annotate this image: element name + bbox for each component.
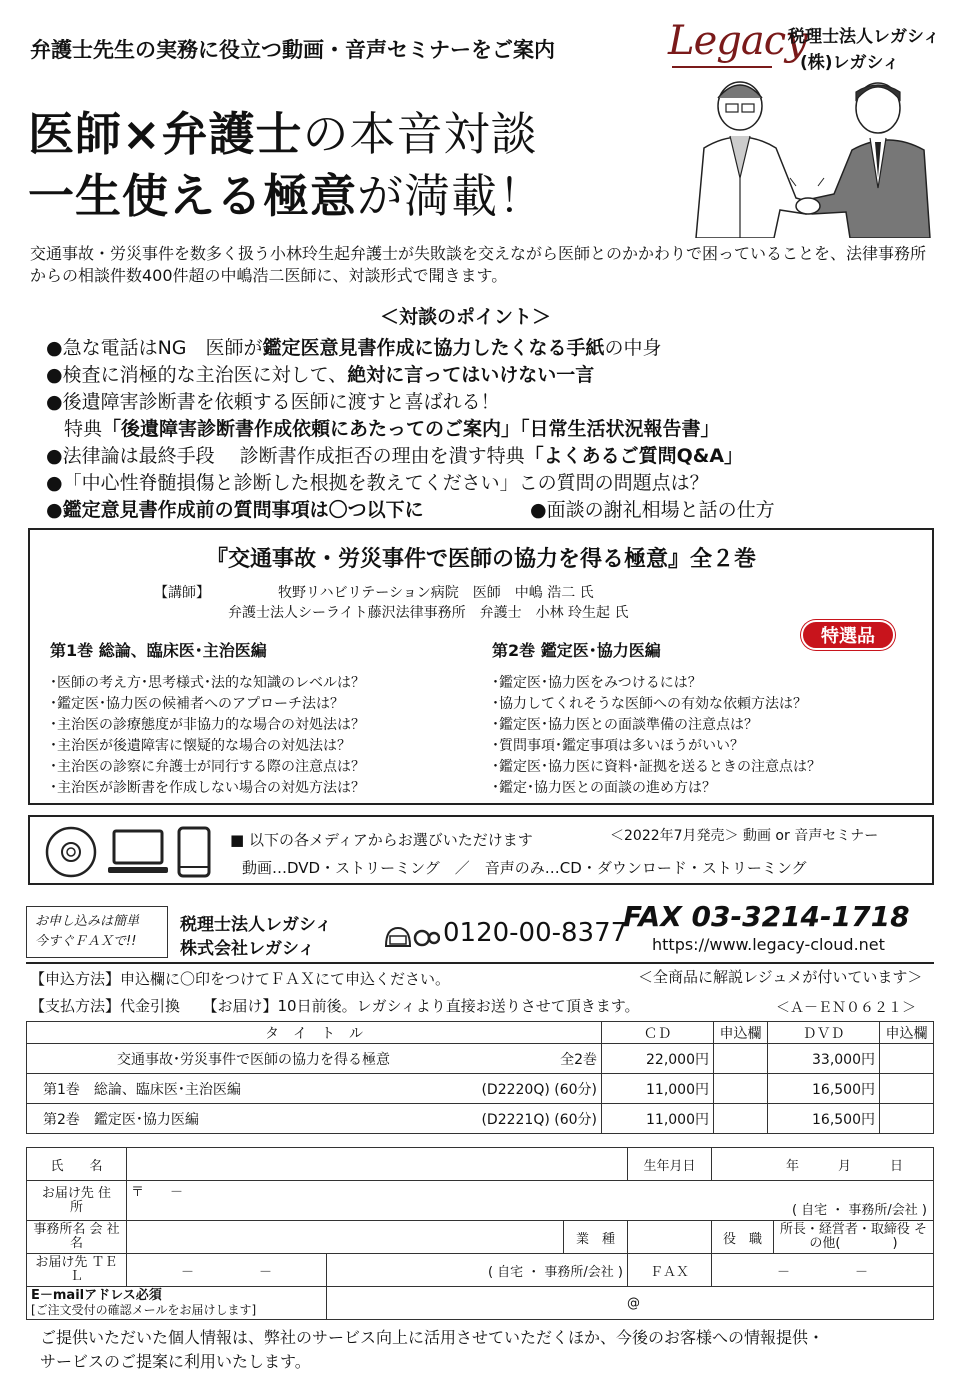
company-1: 税理士法人レガシィ — [180, 915, 332, 935]
fax-field[interactable]: － － — [712, 1254, 934, 1287]
point-4b: 「後遺障害診断書作成依頼にあたってのご案内」「日常生活状況報告書」 — [102, 418, 720, 440]
form-row-tel — [27, 1254, 934, 1287]
label-fax: ＦＡＸ — [628, 1254, 712, 1287]
birth-field[interactable]: 年 月 日 — [712, 1148, 934, 1181]
header-tagline: 弁護士先生の実務に役立つ動画・音声セミナーをご案内 — [30, 38, 555, 62]
vol1-item: ･医師の考え方･思考様式･法的な知識のレベルは？ — [50, 675, 365, 691]
order-dvd-checkbox[interactable] — [880, 1044, 934, 1074]
email-note: [ご注文受付の確認メールをお届けします] — [31, 1303, 257, 1317]
postal-mark: 〒 － — [131, 1185, 184, 1200]
point-2 — [46, 360, 594, 387]
point-7 — [46, 495, 424, 522]
vol2-item: ･質問事項･鑑定事項は多いほうがいい？ — [492, 738, 744, 754]
divider — [26, 962, 934, 964]
privacy-line1: ご提供いただいた個人情報は、弊社のサービス向上に活用させていただくほか、今後のお客様への情報提供・ — [40, 1328, 825, 1347]
order-cd-checkbox[interactable] — [714, 1074, 768, 1104]
point-4a: 特典 — [64, 418, 103, 440]
order-dvd-price: 33,000円 — [768, 1044, 880, 1074]
order-dvd-price: 16,500円 — [768, 1074, 880, 1104]
apply-box — [26, 906, 168, 958]
label-tel: お届け先 ＴＥＬ — [27, 1254, 127, 1287]
name-field[interactable] — [127, 1148, 628, 1181]
order-cd-price: 22,000円 — [602, 1044, 714, 1074]
freedial-icon — [384, 922, 440, 950]
email-field[interactable] — [327, 1287, 934, 1320]
point-4 — [64, 414, 720, 441]
at-mark: @ — [627, 1295, 640, 1311]
customer-form — [26, 1147, 934, 1320]
laptop-icon — [106, 827, 170, 877]
point-2a: ●検査に消極的な主治医に対して、 — [46, 364, 348, 386]
label-birth: 生年月日 — [628, 1148, 712, 1181]
corp-name-1: 税理士法人レガシィ — [788, 27, 940, 47]
media-box — [28, 815, 934, 885]
vol1-item: ･主治医が診断書を作成しない場合の対処方法は？ — [50, 780, 365, 796]
vol2-item: ･鑑定医･協力医との面談準備の注意点は？ — [492, 717, 758, 733]
product-title: 『交通事故・労災事件で医師の協力を得る極意』全２巻 — [205, 547, 756, 572]
order-header-dvd-check: 申込欄 — [880, 1022, 934, 1044]
apply-method: 【申込方法】申込欄に〇印をつけてＦＡＸにて申込ください。 — [30, 970, 451, 988]
point-7b: ●面談の謝礼相場と話の仕方 — [530, 499, 775, 521]
form-row-office — [27, 1221, 934, 1254]
privacy-line2: サービスのご提案に利用いたします。 — [40, 1352, 311, 1371]
vol1-item: ･主治医の診療態度が非協力的な場合の対処法は？ — [50, 717, 365, 733]
point-3: ●後遺障害診断書を依頼する医師に渡すと喜ばれる！ — [46, 391, 500, 413]
tel-field[interactable]: － － — [127, 1254, 327, 1287]
label-email: E－mailアドレス必須 — [31, 1288, 162, 1303]
order-header-cd-check: 申込欄 — [714, 1022, 768, 1044]
point-1c: の中身 — [604, 337, 662, 359]
address-field[interactable] — [127, 1181, 934, 1221]
point-6: ●「中心性脊髄損傷と診断した根拠を教えてください」この質問の問題点は？ — [46, 472, 709, 494]
apply-line1: お申し込みは簡単 — [35, 914, 140, 929]
order-dvd-checkbox[interactable] — [880, 1074, 934, 1104]
order-header-cd: ＣＤ — [602, 1022, 714, 1044]
logo-underline — [672, 66, 772, 68]
point-7a: ●鑑定意見書作成前の質問事項は〇つ以下に — [46, 499, 424, 521]
tel-type: ( 自宅 ・ 事務所/会社 ) — [327, 1254, 628, 1287]
industry-field[interactable] — [628, 1221, 712, 1254]
order-table — [26, 1021, 934, 1134]
vol2-item: ･鑑定･協力医との面談の進め方は？ — [492, 780, 716, 796]
order-code: 全2巻 — [456, 1044, 601, 1074]
vol1-title: 第1巻 総論、臨床医･主治医編 — [50, 641, 267, 660]
vol1-item: ･主治医の診察に弁護士が同行する際の注意点は？ — [50, 759, 365, 775]
vol1-item: ･主治医が後遺障害に懐疑的な場合の対処法は？ — [50, 738, 351, 754]
disc-icon — [44, 825, 98, 879]
order-dvd-price: 16,500円 — [768, 1104, 880, 1134]
order-title: 第2巻 鑑定医･協力医編 — [27, 1104, 457, 1134]
order-cd-price: 11,000円 — [602, 1104, 714, 1134]
vol2-title: 第2巻 鑑定医･協力医編 — [492, 641, 661, 660]
order-title: 交通事故･労災事件で医師の協力を得る極意 — [27, 1044, 457, 1074]
point-1a: ●急な電話はNG 医師が — [46, 337, 263, 359]
vol1-item: ･鑑定医･協力医の候補者へのアプローチ法は？ — [50, 696, 344, 712]
role-options[interactable]: 所長・経営者・取締役 その他( ) — [774, 1221, 934, 1254]
label-industry: 業 種 — [564, 1221, 628, 1254]
point-5b: 「よくあるご質問Q&A」 — [524, 445, 744, 467]
product-code: ＜Ａ－ＥＮ０６２１＞ — [776, 1000, 916, 1016]
form-row-address — [27, 1181, 934, 1221]
form-row-name — [27, 1148, 934, 1181]
website-url[interactable]: https://www.legacy-cloud.net — [652, 935, 885, 954]
order-cd-checkbox[interactable] — [714, 1104, 768, 1134]
point-5 — [46, 441, 743, 468]
points-title: ＜対談のポイント＞ — [380, 306, 552, 328]
headline-line2-bold: 一生使える極意 — [28, 169, 357, 223]
intro-text: 交通事故・労災事件を数多く扱う小林玲生起弁護士が失敗談を交えながら医師とのかかわりで困っていることを、法律事務所からの相談件数400件超の中嶋浩二医師に、対談形式で聞きます。 — [30, 244, 927, 285]
company-2: 株式会社レガシィ — [180, 939, 315, 959]
payment-info: 【支払方法】代金引換 【お届け】10日前後。レガシィより直接お送りさせて頂きます。 — [30, 997, 640, 1015]
vol2-item: ･鑑定医･協力医に資料･証拠を送るときの注意点は？ — [492, 759, 821, 775]
vol2-item: ･鑑定医･協力医をみつけるには？ — [492, 675, 702, 691]
label-office: 事務所名 会 社 名 — [27, 1221, 127, 1254]
corp-name-2: (株)レガシィ — [800, 53, 900, 73]
order-header-title: タ イ ト ル — [27, 1022, 602, 1044]
headline-line1-rest: の本音対談 — [302, 107, 538, 161]
point-1b: 鑑定医意見書作成に協力したくなる手紙 — [262, 337, 605, 359]
smartphone-icon — [176, 825, 212, 879]
form-row-email — [27, 1287, 934, 1320]
order-header-dvd: ＤＶＤ — [768, 1022, 880, 1044]
special-badge: 特選品 — [801, 620, 895, 650]
order-cd-checkbox[interactable] — [714, 1044, 768, 1074]
headline-line2 — [28, 160, 545, 226]
vol2-item: ･協力してくれそうな医師への有効な依頼方法は？ — [492, 696, 807, 712]
headline-line1 — [28, 98, 538, 164]
point-5a: ●法律論は最終手段 診断書作成拒否の理由を潰す特典 — [46, 445, 525, 467]
lecturer-1: 牧野リハビリテーション病院 医師 中嶋 浩二 氏 — [278, 585, 594, 601]
order-title: 第1巻 総論、臨床医･主治医編 — [27, 1074, 457, 1104]
point-2b: 絶対に言ってはいけない一言 — [347, 364, 595, 386]
tel-number[interactable]: 0120-00-8377 — [443, 918, 628, 948]
label-role: 役 職 — [712, 1221, 774, 1254]
order-code: (D2220Q) (60分) — [456, 1074, 601, 1104]
product-box — [28, 528, 934, 805]
fax-number: FAX 03-3214-1718 — [623, 900, 910, 933]
lecturer-label: 【講師】 — [154, 585, 210, 601]
legacy-logo: Legacy — [668, 18, 807, 64]
handshake-illustration — [678, 78, 940, 238]
order-row — [27, 1074, 934, 1104]
apply-line2: 今すぐＦＡＸで!! — [35, 934, 137, 949]
lecturer-2: 弁護士法人シーライト藤沢法律事務所 弁護士 小林 玲生起 氏 — [228, 605, 629, 621]
office-field[interactable] — [127, 1221, 564, 1254]
order-header-row — [27, 1022, 934, 1044]
media-release: ＜2022年7月発売＞ 動画 or 音声セミナー — [610, 828, 879, 844]
email-label-cell — [27, 1287, 327, 1320]
media-line1: ■ 以下の各メディアからお選びいただけます — [230, 831, 533, 849]
order-row — [27, 1104, 934, 1134]
headline-line2-rest: が満載！ — [357, 169, 545, 223]
point-1 — [46, 333, 662, 360]
order-dvd-checkbox[interactable] — [880, 1104, 934, 1134]
address-type: ( 自宅 ・ 事務所/会社 ) — [791, 1203, 927, 1218]
label-address: お届け先 住 所 — [27, 1181, 127, 1221]
label-name: 氏 名 — [27, 1148, 127, 1181]
order-row — [27, 1044, 934, 1074]
order-code: (D2221Q) (60分) — [456, 1104, 601, 1134]
media-line2: 動画…DVD・ストリーミング ／ 音声のみ…CD・ダウンロード・ストリーミング — [242, 859, 807, 877]
resume-note: ＜全商品に解説レジュメが付いています＞ — [638, 968, 923, 986]
order-cd-price: 11,000円 — [602, 1074, 714, 1104]
headline-line1-bold: 医師×弁護士 — [28, 107, 303, 161]
